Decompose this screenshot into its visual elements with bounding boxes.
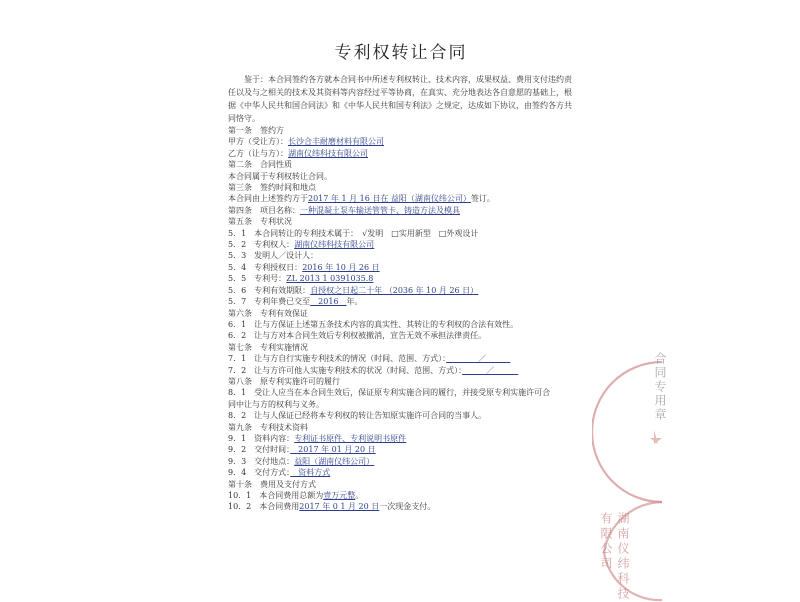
clause-line [228,216,574,227]
clause-line [228,205,574,216]
clause-line [228,136,574,147]
clause-tail: 。 [355,491,364,500]
clause-line [228,308,574,319]
clause-line [228,125,574,136]
clause-filled-value: 湖南仪纬科技有限公司 [288,148,368,158]
contract-preamble: 鉴于：本合同签约各方就本合同书中所述专利权转让、技术内容，成果权益、费用支付违约责任以及与之相关的技术及其资料等内容经过平等协商，在真实、充分地表达各自意愿的基础上，根据《中华人民共和国合同法》和《中华人民共和国专利法》之规定，达成如下协议，由签约各方共同恪守。 [228,75,572,123]
clause-line [228,501,574,512]
clause-text: 10．2 本合同费用 [228,502,300,512]
clause-text: 甲方（受让方）： [228,137,288,147]
clause-filled-value: 自授权之日起二十年 （2036 年 10 月 26 日） [310,285,479,295]
clause-filled-value: 2017 年 01 月 20 日 [290,445,376,455]
clause-text: 第一条 签约方 [228,126,284,135]
contract-title: 专利权转让合同 [334,43,468,63]
clause-line [228,285,574,296]
clause-line [228,490,574,501]
seal-text: 湖南仪纬科技有限公司 [599,512,630,602]
clause-tail: 一次现金支付。 [379,502,436,512]
clause-filled-value: 2016 年 10 月 26 日 [302,262,380,272]
clause-line [228,479,574,490]
clause-line [228,433,574,444]
clause-text: 第七条 专利实施情况 [228,342,308,352]
clause-line [228,250,574,261]
clause-text: 第九条 专利技术资料 [228,422,308,432]
clause-filled-value: 壹万元整 [323,491,356,500]
clause-line [228,387,574,398]
clause-text: 同中让与方的权利与义务。 [228,399,324,409]
side-seal-text: 合同专用章 [653,352,667,422]
clause-line [228,148,574,159]
clause-filled-value: 2017 年 0 1 月 20 日 [299,502,380,512]
clause-filled-value: 2017 年 1 月 16 日在 益阳（湖南仪纬公司） [308,194,471,204]
clause-text: 9．4 交付方式： [228,468,291,478]
clause-text: 5．3 发明人／设计人： [228,251,319,261]
clause-filled-value: 资料方式 [290,468,331,478]
clause-filled-value: 2016 [310,297,347,307]
clause-filled-value: ／ [462,365,519,375]
clause-line [228,376,574,387]
clause-text: 9．3 交付地点： [228,456,295,466]
clause-text: 本合同属于专利权转让合同。 [228,171,332,181]
clause-line [228,330,574,341]
clause-text: 10．1 本合同费用总额为 [228,491,324,500]
clause-filled-value: 专利证书原件、专利说明书原件 [294,433,407,443]
clause-text: 5．7 专利年费已交至 [228,297,311,307]
clause-tail: 签订。 [470,194,495,204]
clause-tail: 年。 [346,297,363,307]
clause-line [228,182,574,193]
clause-text: 7．2 让与方许可他人实施专利技术的状况（时间、范围、方式）： [228,365,463,375]
clause-text: 5．6 专利有效期限： [228,285,311,295]
clause-line [228,353,574,364]
clause-text: 5．4 专利授权日： [228,262,303,272]
clause-text: 8．1 受让人应当在本合同生效后，保证原专利实施合同的履行，并接受原专利实施许可合 [228,388,551,398]
clause-line [228,444,574,455]
clause-filled-value: 湖南仪纬科技有限公司 [294,240,375,250]
clause-line [228,228,574,239]
clause-line [228,467,574,478]
clause-text: 第六条 专利有效保证 [228,308,308,318]
clause-text: 第八条 原专利实施许可的履行 [228,376,340,386]
contract-body [228,38,574,513]
clause-line [228,365,574,376]
clause-text: 第三条 签约时间和地点 [228,183,316,193]
clause-filled-value: 长沙合丰耐磨材料有限公司 [288,137,384,147]
clause-text: 9．2 交付时间： [228,445,291,455]
clause-text: 6．2 让与方对本合同生效后专利权被撤消，宣告无效不承担法律责任。 [228,331,487,341]
clause-text: 5．2 专利权人： [228,240,295,250]
clause-text: 本合同由上述签约方于 [228,194,308,204]
clause-filled-value: 一种混凝土泵车输送管管卡、铸造方法及模具 [300,205,460,215]
clause-text: 第二条 合同性质 [228,160,292,170]
clause-line [228,456,574,467]
clause-line [228,319,574,330]
clause-line [228,273,574,284]
clause-line [228,422,574,433]
clause-line [228,262,574,273]
clause-filled-value: ZL 2013 1 0391035.8 [286,274,374,284]
clause-line [228,342,574,353]
clause-text: 6．1 让与方保证上述第五条技术内容的真实性、其转让的专利权的合法有效性。 [228,319,519,329]
clause-text: 9．1 资料内容： [228,433,295,443]
clause-line [228,193,574,204]
clause-text: 第五条 专利状况 [228,217,292,227]
contract-clauses [228,125,574,513]
clause-text: 乙方（让与方）： [228,148,288,158]
clause-text: 5．1 本合同转让的专利技术属于： √发明 □实用新型 □外观设计 [228,228,479,238]
clause-text: 5．5 专利号： [228,274,287,284]
clause-line [228,410,574,421]
clause-filled-value: 益阳（湖南仪纬公司） [294,456,375,466]
clause-line [228,171,574,182]
clause-text: 第四条 项目名称： [228,205,300,215]
clause-filled-value: ／ [446,354,511,364]
clause-text: 8．2 让与人保证已经将本专利权的转让告知原实施许可合同的当事人。 [228,411,487,421]
clause-line [228,399,574,410]
clause-line [228,296,574,307]
clause-text: 7．1 让与方自行实施专利技术的情况（时间、范围、方式）： [228,354,447,364]
clause-line [228,159,574,170]
clause-line [228,239,574,250]
clause-text: 第十条 费用及支付方式 [228,479,316,489]
